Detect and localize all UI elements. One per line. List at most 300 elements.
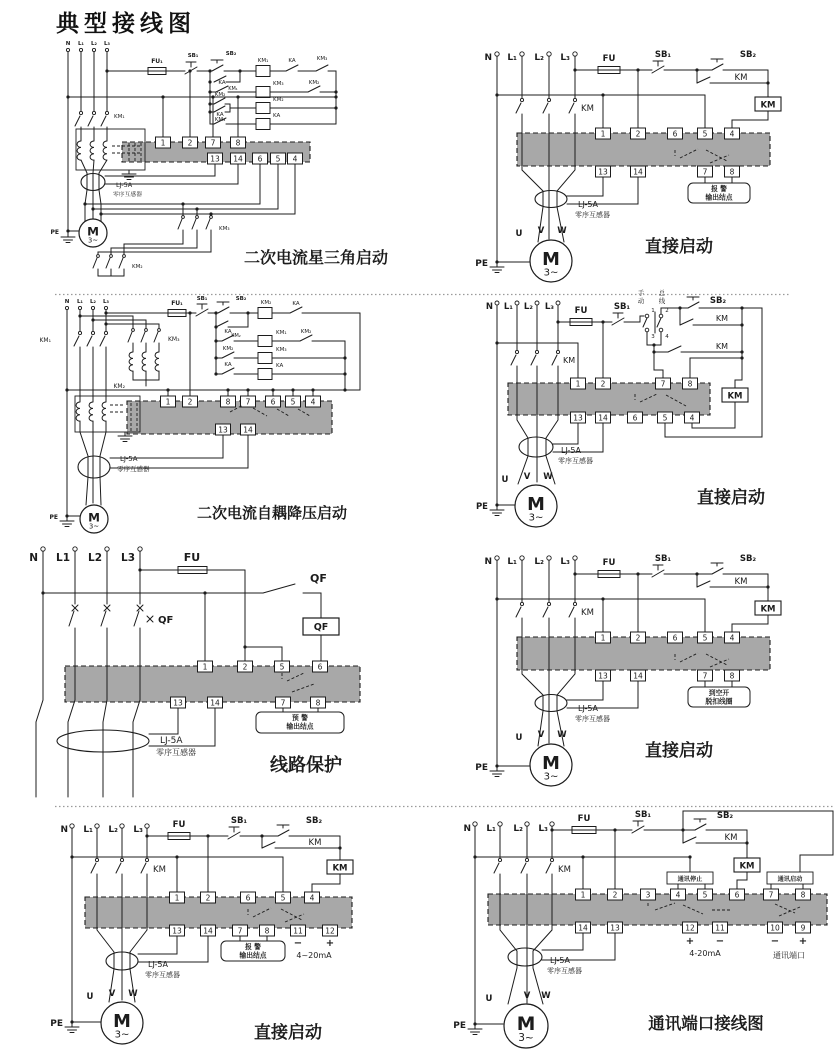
terminal-number: 6 [317,662,323,672]
contactor-coil-label: KM [739,861,755,872]
terminal-number: 5 [702,890,708,900]
label: FU [574,306,588,316]
wire [216,321,228,327]
terminal-number: 5 [280,893,286,903]
breaker-label: QF [158,615,174,626]
supply-label: L₂ [91,41,97,47]
terminal-number: 13 [218,425,228,435]
contactor-coil-label: KM [727,391,743,402]
wire [103,628,107,797]
terminal-number: 7 [768,890,774,900]
terminal-number: 7 [702,671,708,681]
terminal-circle [520,98,523,101]
wire [263,584,295,593]
wire [494,863,499,873]
terminal-number: 7 [245,397,251,407]
wire [75,116,80,126]
supply-label: L₃ [103,299,109,305]
motor-phase: 3~ [89,522,99,531]
wire [695,824,706,830]
label: KA [276,363,284,369]
diagram-autotransformer [39,296,360,533]
label: V [537,226,545,236]
wire [245,647,282,661]
wire [87,336,92,346]
pe-label: PE [50,1019,63,1029]
supply-label: L₂ [108,825,118,835]
label: LJ-5A [561,446,581,455]
terminal-number: 4 [309,893,315,903]
terminal-number: 1 [165,397,171,407]
wire [732,615,768,632]
terminal-circle [120,858,123,861]
terminal-circle [92,48,95,51]
terminal-circle [547,602,550,605]
wire [93,258,97,268]
contactor-label: KM₂ [113,383,125,390]
supply-label: N [484,53,492,63]
supply-label: L3 [121,552,135,564]
terminal-circle [79,111,82,114]
terminal-number: 7 [702,167,708,177]
diagram-caption: 线路保护 [270,755,342,776]
supply-label: L₁ [83,825,93,835]
comm-label: 通讯停止 [677,875,703,883]
terminal-number: 14 [210,698,220,708]
terminal-circle [79,48,82,51]
label: + [325,938,335,949]
wire [553,423,578,444]
terminal-number: 1 [174,893,180,903]
supply-label: L₁ [507,557,517,567]
wire [632,826,644,833]
label: KM₃ [316,56,328,62]
wire [290,307,302,313]
supply-label: N [484,557,492,567]
terminal-number: 8 [315,698,321,708]
terminal-number: 7 [660,379,666,389]
contactor-label: KM₁ [114,114,125,120]
supply-label: L₂ [523,302,533,312]
wire [712,568,723,574]
terminal-circle [145,329,148,332]
label: SB₂ [739,50,757,60]
wire [652,570,664,577]
wire [697,581,710,587]
terminal-circle [196,216,199,219]
terminal-circle [182,216,185,219]
label: 1 [651,308,655,314]
zero-sequence-ct [508,948,542,966]
output-label: 输出结点 [705,193,733,202]
terminal-number: 11 [293,926,303,936]
terminal-circle [550,858,553,861]
label: FU [183,551,201,564]
terminal-number: 10 [770,923,780,933]
label: SB₁ [654,554,672,564]
label: W [557,730,567,740]
junction-dot [766,81,769,84]
terminal-number: 1 [580,890,586,900]
label: KM [715,314,729,323]
wire [662,308,762,437]
label: 零序互感器 [117,465,150,473]
wire [130,874,147,1002]
contactor-coil-label: KM [760,604,776,615]
wire [226,71,240,82]
ct-winding [155,352,159,371]
terminal-number: 11 [715,923,725,933]
motor-phase: 3~ [528,512,544,524]
label: SB₁ [654,50,672,60]
label: KM [308,838,322,848]
label: 零序互感器 [558,457,593,465]
pe-label: PE [50,229,59,236]
label: FU [602,54,616,64]
supply-label: L₁ [77,299,83,305]
label: − [770,936,780,947]
wire [69,611,74,626]
junction-dot [208,80,211,83]
wire [552,355,557,365]
wire [546,863,551,873]
terminal-number: 6 [245,893,251,903]
terminal-number: 14 [598,413,608,423]
label: SB₁ [230,816,248,826]
wire [196,309,208,316]
wire [567,177,603,196]
terminal-circle [547,98,550,101]
wire [262,842,275,848]
ct-winding [77,141,81,160]
terminal-number: 13 [573,413,583,423]
wire [533,874,552,1004]
label: 零序互感器 [575,715,610,723]
label: SB₁ [634,810,652,820]
label: KM₂ [308,80,320,86]
label: KM [734,577,748,587]
label: SB₁ [613,302,631,312]
junction-dot [343,388,346,391]
label: LJ-5A [578,200,598,209]
motor-letter: M [527,493,545,515]
label: KA [292,301,300,307]
supply-label: L₁ [507,53,517,63]
terminal-number: 14 [233,154,243,164]
contactor-coil-label: KM [332,863,348,874]
terminal-number: 2 [187,397,193,407]
terminal-number: 13 [172,926,182,936]
label: + [685,936,695,947]
output-label: 到空开 [708,689,730,698]
wire [737,872,747,889]
wire [543,103,548,113]
junction-dot [334,90,337,93]
motor-phase: 3~ [114,1029,130,1041]
wire [732,111,768,128]
wire [569,607,574,617]
coil-box [256,119,270,130]
wire [128,332,132,342]
supply-label: N [485,302,493,312]
wire [91,863,96,873]
label: KM₂ [222,346,234,352]
diagram-star-delta [51,41,389,276]
ct-winding [90,141,94,160]
terminal-number: 8 [687,379,693,389]
wire [100,421,106,505]
label: KM₂ [273,97,284,103]
label: SB₂ [716,811,734,821]
terminal-circle [95,858,98,861]
coil-box [256,87,270,98]
output-label: 报 警 [245,943,261,952]
wire [100,336,105,346]
comm-label: 通讯启动 [777,875,803,883]
output-label: 输出结点 [286,722,314,731]
wire [178,219,182,229]
coil-box [256,103,270,114]
label: 零序互感器 [145,971,180,979]
wire [228,313,248,327]
terminal-circle [78,331,81,334]
wire [652,66,664,73]
label: FU [602,558,616,568]
supply-label: N [29,552,38,564]
wire [303,593,321,618]
label: LJ-5A [120,455,138,463]
wire [643,318,647,327]
wire [192,219,196,229]
wire [228,832,240,839]
terminal-number: 2 [635,129,641,139]
terminal-number: 12 [325,926,335,936]
wire [657,318,661,327]
label: FU₁ [171,300,183,307]
pe-label: PE [49,514,58,521]
label: KM₂ [231,333,241,339]
terminal-number: 6 [734,890,740,900]
wire [119,258,123,268]
wire [116,863,121,873]
label: 线 [658,297,666,305]
terminal-number: 7 [280,698,286,708]
terminal-circle [145,858,148,861]
label: 动 [637,297,645,305]
wire [511,355,516,365]
label: W [557,226,567,236]
supply-label: L₃ [560,53,570,63]
supply-label: L₃ [133,825,143,835]
label: KM₂ [260,300,272,306]
pe-label: PE [453,1021,466,1031]
motor-letter: M [113,1010,131,1032]
terminal-number: 4 [729,633,735,643]
terminal-number: 1 [202,662,208,672]
terminal-number: 13 [598,671,608,681]
supply-label: L₂ [513,824,523,834]
wire [697,77,710,83]
motor-letter: M [542,752,560,774]
terminal-number: 2 [635,633,641,643]
wire [138,936,177,954]
label: FU₁ [151,58,163,65]
wire [569,103,574,113]
terminal-circle [91,331,94,334]
label: SB₂ [739,554,757,564]
ct-winding [102,402,106,421]
page-title: 典型接线图 [56,10,196,37]
terminal-circle [573,98,576,101]
terminal-number: 8 [800,890,806,900]
wire [278,830,289,836]
motor-letter: M [516,1013,536,1035]
label: U [501,475,509,485]
wire [133,628,140,797]
label: KM₁ [276,330,287,336]
contactor-label: KM₃ [168,336,180,343]
label: LJ-5A [550,956,570,965]
terminal-circle [645,328,649,332]
wire [688,302,699,308]
terminal-number: 5 [702,129,708,139]
contactor-label: KM [581,608,594,618]
terminal-circle [110,255,113,258]
terminal-number: 4 [689,413,695,423]
terminal-circle [495,301,499,305]
wire [88,116,93,126]
wire [300,335,312,341]
terminal-number: 6 [270,397,276,407]
wire [214,98,225,104]
terminal-circle [535,350,538,353]
junction-dot [740,323,743,326]
terminal-circle [65,306,68,309]
terminal-circle [659,328,663,332]
label: SB₂ [235,296,247,302]
diagram-caption: 通讯端口接线图 [648,1014,764,1033]
wire [149,708,178,734]
contactor-label: KM₂ [132,264,143,270]
terminal-number: 4 [675,890,681,900]
output-label: 预 警 [292,714,308,723]
terminal-number: 4 [292,154,298,164]
terminal-circle [573,602,576,605]
wire [654,345,663,378]
label: 3 [651,334,655,340]
diagram-caption: 直接启动 [645,741,713,761]
label: KA [218,80,226,86]
label: SB₂ [305,816,323,826]
analog-range-label: 4-20mA [689,949,721,958]
label: KM [734,73,748,83]
supply-label: N [60,825,68,835]
label: KA [288,58,296,64]
terminal-number: 4 [310,397,316,407]
label: 4 [665,334,669,340]
terminal-number: 14 [633,671,643,681]
terminal-circle [556,301,560,305]
ct-winding [129,352,133,371]
terminal-circle [535,301,539,305]
wire [668,346,681,352]
motor-phase: 3~ [518,1031,534,1044]
label: KM₂ [300,329,312,335]
terminal-circle [104,306,107,309]
terminal-number: 14 [203,926,213,936]
terminal-circle [158,329,161,332]
terminal-number: 6 [257,154,263,164]
supply-label: N [64,299,70,305]
motor-phase: 3~ [543,267,559,279]
terminal-circle [659,314,663,318]
label: KA [216,112,224,118]
pe-label: PE [475,763,488,773]
label: U [515,733,523,743]
wire [80,421,88,505]
terminal-number: 13 [598,167,608,177]
junction-dot [334,106,337,109]
wire [308,86,320,92]
contactor-label: KM [563,356,576,365]
supply-label: L₂ [90,299,96,305]
terminal-circle [515,350,518,353]
label: SB₂ [225,51,237,57]
terminal-number: 14 [578,923,588,933]
zero-sequence-ct [78,456,110,478]
diagram-direct-trip [475,554,781,786]
label: − [715,936,725,947]
contactor-label: KM [153,865,166,875]
wire [683,837,696,843]
label: SB₂ [709,296,727,306]
label: SB₁ [187,53,199,59]
terminal-number: 1 [600,633,606,643]
terminal-number: 3 [645,890,651,900]
terminal-number: 5 [279,662,285,672]
terminal-number: 1 [600,129,606,139]
terminal-number: 2 [612,890,618,900]
diagram-caption: 二次电流星三角启动 [243,248,389,267]
wire [99,160,107,221]
terminal-number: 1 [160,138,166,148]
label: LJ-5A [148,960,168,969]
wire [712,64,723,70]
diagram-comm-port [453,810,833,1048]
wire [680,319,693,325]
coil-box [258,353,272,364]
label: 零序互感器 [156,748,196,757]
label: KM₃ [214,117,226,123]
supply-label: L₁ [503,302,513,312]
label: KA [224,362,232,368]
terminal-number: 7 [237,926,243,936]
terminal-number: 5 [702,633,708,643]
terminal-number: 6 [632,413,638,423]
terminal-circle [132,329,135,332]
wire [222,352,234,358]
wire [222,368,234,374]
terminal-circle [556,350,559,353]
junction-dot [238,69,241,72]
terminal-number: 8 [235,138,241,148]
terminal-number: 6 [672,129,678,139]
terminal-number: 5 [275,154,281,164]
wire [312,874,340,892]
label: FU [172,820,186,830]
label: KA [224,329,232,335]
diagram-caption: 直接启动 [645,237,713,257]
